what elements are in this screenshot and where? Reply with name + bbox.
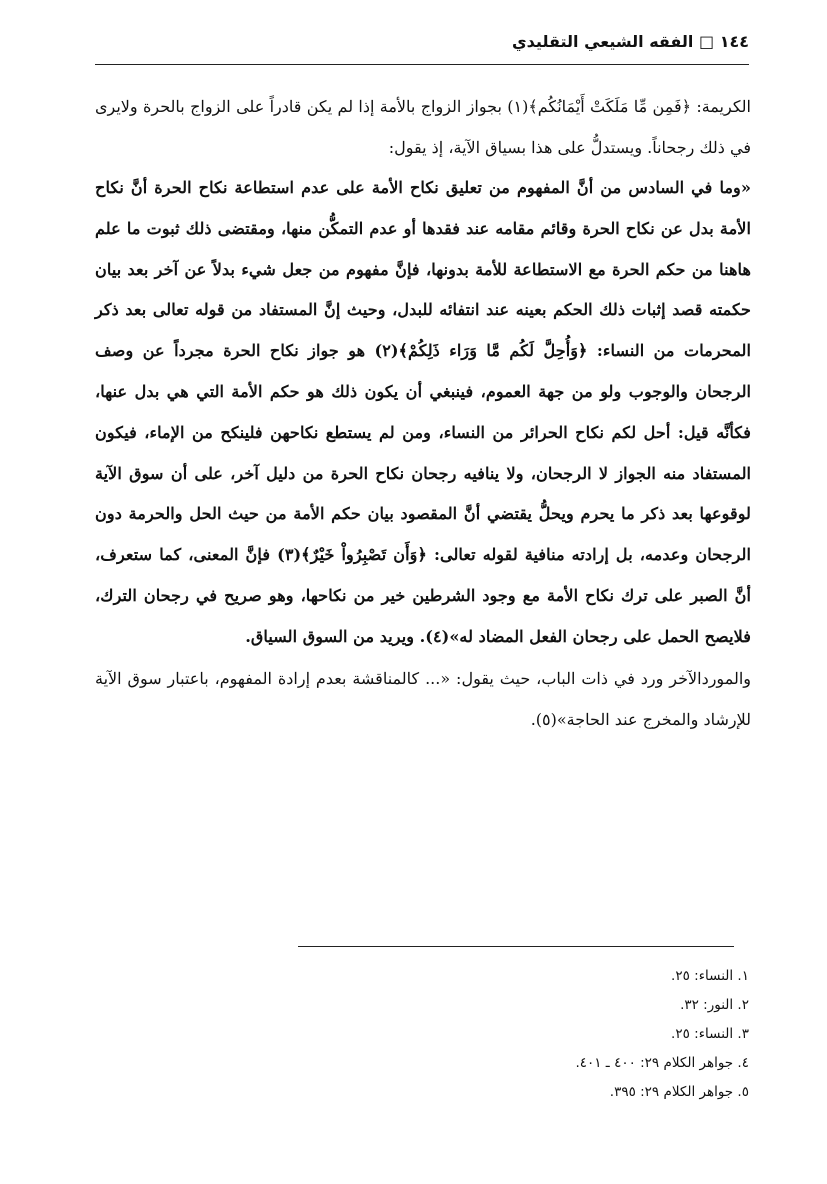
page-number: ١٤٤ <box>719 32 749 51</box>
header-divider <box>95 64 749 65</box>
footnote-3: ٣. النساء: ٢٥. <box>671 1026 749 1042</box>
block-quotation: «وما في السادس من أنَّ المفهوم من تعليق نكاح الأمة على عدم استطاعة نكاح الحرة أنَّ نكاح الأمة بدل عن نكاح الحرة وقائم مقامه عند فقدها أو عدم التمكُّن منها، ومقتضى ذلك ثبوت ما علم هاهنا من حكم الحرة مع الاستطاعة للأمة بدونها، فإنَّ مفهوم من جعل شيء بدلاً عن آخر بعد بيان حكمته قصد إثبات ذلك الحكم بعينه عند انتفائه للبدل، وحيث إنَّ المستفاد من قوله تعالى بعد ذكر المحرمات من النساء: ﴿وَأُحِلَّ لَكُم مَّا وَرَاء ذَلِكُمْ﴾(٢) هو جواز نكاح الحرة مجرداً عن وصف الرجحان والوجوب ولو من جهة العموم، فينبغي أن يكون ذلك هو حكم الأمة التي هي بدل عنها، فكأنَّه قيل: أحل لكم نكاح الحرائر من النساء، ومن لم يستطع نكاحهن فلينكح من الإماء، فيكون المستفاد منه الجواز لا الرجحان، ولا ينافيه رجحان نكاح الحرة من دليل آخر، على أن سوق الآية لوقوعها بعد ذكر ما يحرم ويحلُّ يقتضي أنَّ المقصود بيان حكم الأمة من حيث الحل والحرمة دون الرجحان وعدمه، بل إرادته منافية لقوله تعالى: ﴿وَأَن تَصْبِرُواْ خَيْرٌ﴾(٣) فإنَّ المعنى، كما ستعرف، أنَّ الصبر على ترك نكاح الأمة مع وجود الشرطين خير من نكاحها، وهو صريح في رجحان الترك، فلايصح الحمل على رجحان الفعل المضاد له»(٤). ويريد من السوق السياق. <box>95 178 751 646</box>
footnote-5: ٥. جواهر الكلام ٢٩: ٣٩٥. <box>609 1084 749 1100</box>
footnote-4: ٤. جواهر الكلام ٢٩: ٤٠٠ ـ ٤٠١. <box>575 1055 749 1071</box>
running-title: الفقه الشيعي التقليدي <box>512 32 694 51</box>
closing-paragraph: والموردالآخر ورد في ذات الباب، حيث يقول: «... كالمناقشة بعدم إرادة المفهوم، باعتبار سوق الآية للإرشاد والمخرج عند الحاجة»(٥). <box>95 668 751 729</box>
intro-paragraph: الكريمة: ﴿فَمِن مِّا مَلَكَتْ أَيْمَانُكُم﴾(١) بجواز الزواج بالأمة إذا لم يكن قادراً على الزواج بالحرة ولايرى في ذلك رجحاناً. ويستدلُّ على هذا بسياق الآية، إذ يقول: <box>95 97 751 157</box>
footnote-2: ٢. النور: ٣٢. <box>680 997 749 1013</box>
running-header <box>92 32 749 51</box>
separator-icon: □ <box>699 32 715 51</box>
footnotes <box>109 962 749 1107</box>
main-text <box>95 86 751 740</box>
footnote-divider <box>298 946 734 947</box>
footnote-1: ١. النساء: ٢٥. <box>671 968 749 984</box>
